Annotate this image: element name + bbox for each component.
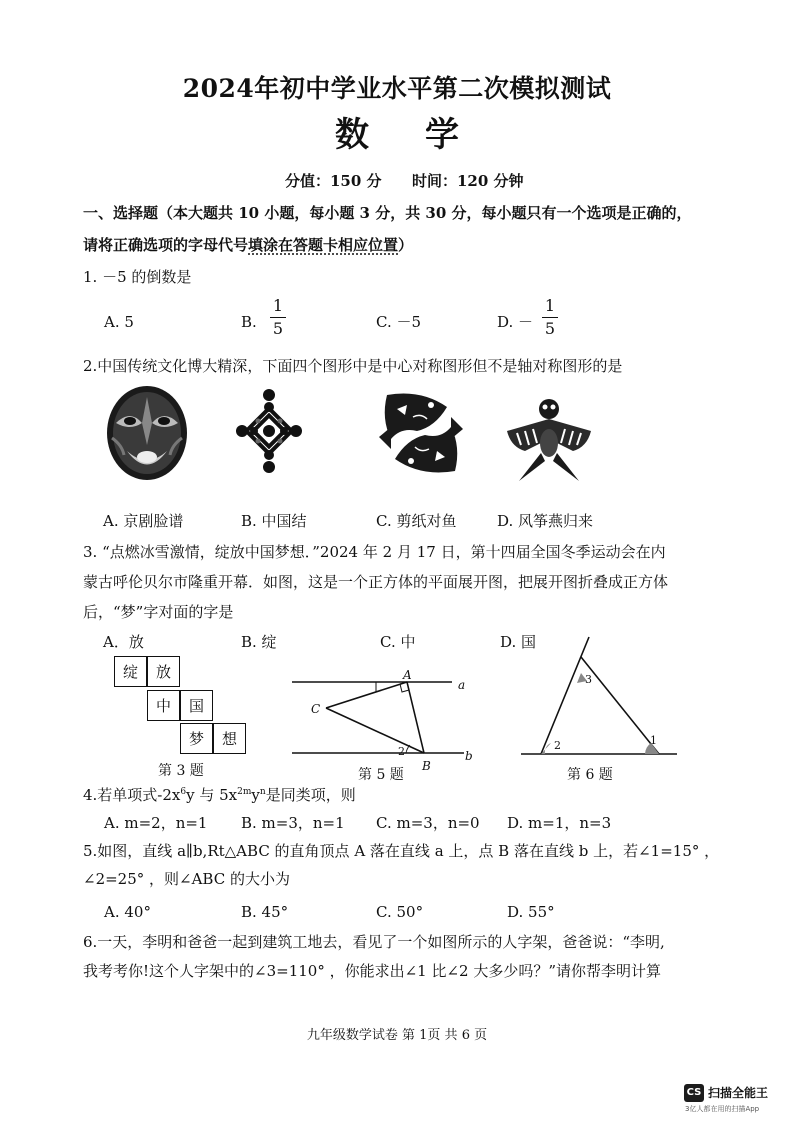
fig5-label-line-b: b	[465, 749, 473, 763]
cube-face-zhong: 中	[147, 690, 180, 721]
q5-option-c: C. 50°	[376, 903, 424, 921]
q1-d-denominator: 5	[544, 319, 556, 338]
q4-exponent-2: 2m	[237, 787, 252, 797]
q2-option-d: D. 风筝燕归来	[497, 512, 594, 530]
q3-option-a: A．放	[103, 633, 144, 651]
fig5-label-angle-2: 2	[398, 745, 405, 758]
peking-opera-mask-image	[102, 383, 192, 483]
q4-stem-part-b: y 与 5x	[186, 786, 238, 804]
q5-line2: ∠2=25° ，则∠ABC 的大小为	[83, 870, 290, 888]
camscanner-name: 扫描全能王	[708, 1086, 769, 1100]
cube-face-fang: 放	[147, 656, 180, 687]
q3-option-c: C. 中	[380, 633, 416, 651]
q1-option-d-fraction	[542, 298, 558, 337]
figure-5-caption: 第 5 题	[358, 767, 404, 783]
figure-6-diagram	[515, 635, 685, 760]
q4-exponent-1: 6	[180, 787, 187, 797]
section1-line2-emphasis: 填涂在答题卡相应位置	[248, 236, 399, 254]
cube-face-guo: 国	[180, 690, 213, 721]
section1-instruction-line2	[83, 236, 413, 254]
figure-6-caption: 第 6 题	[567, 767, 613, 783]
q4-option-a: A. m=2，n=1	[104, 814, 208, 832]
q1-option-b-fraction	[270, 298, 286, 337]
fig5-label-b-vertex: B	[422, 759, 431, 773]
camscanner-tagline: 3亿人都在用的扫描App	[685, 1105, 760, 1113]
q5-option-a: A. 40°	[104, 903, 151, 921]
q6-line1: 6.一天，李明和爸爸一起到建筑工地去，看见了一个如图所示的人字架，爸爸说：“李明,	[83, 933, 665, 951]
q1-option-b-label: B.	[241, 313, 257, 331]
score-info: 分值：150 分	[285, 172, 382, 190]
fig6-label-angle-1: 1	[650, 734, 657, 747]
fig6-label-angle-2: 2	[554, 739, 561, 752]
q4-option-c: C. m=3，n=0	[376, 814, 480, 832]
q4-stem-part-a: 4.若单项式-2x	[83, 786, 181, 804]
q1-stem: 1. －5 的倒数是	[83, 268, 192, 286]
page-footer: 九年级数学试卷 第 1页 共 6 页	[306, 1028, 488, 1043]
subject-char-1: 数	[335, 115, 369, 155]
q1-d-fraction-bar	[542, 317, 558, 318]
fig5-label-a-vertex: A	[403, 668, 412, 682]
cube-face-zhan: 绽	[114, 656, 147, 687]
q1-option-d-label: D. －	[497, 313, 534, 331]
section1-instruction-line1: 一、选择题（本大题共 10 小题，每小题 3 分，共 30 分，每小题只有一个选项是正确的，	[83, 204, 692, 222]
paper-cut-fish-image	[377, 387, 465, 479]
fig5-label-c-vertex: C	[311, 702, 321, 716]
q3-line3: 后，“梦”字对面的字是	[83, 603, 234, 621]
q1-b-numerator: 1	[272, 296, 284, 315]
q1-option-a: A. 5	[104, 313, 134, 331]
q1-d-numerator: 1	[544, 296, 556, 315]
q2-option-c: C. 剪纸对鱼	[376, 512, 457, 530]
q1-b-fraction-bar	[270, 317, 286, 318]
q4-stem-part-d: 是同类项，则	[265, 786, 356, 804]
q5-line1: 5.如图，直线 a∥b,Rt△ABC 的直角顶点 A 落在直线 a 上，点 B 落在直线 b 上，若∠1=15° ，	[83, 842, 720, 860]
q2-option-b: B. 中国结	[241, 512, 307, 530]
chinese-knot-image	[236, 385, 302, 481]
cube-face-meng: 梦	[180, 723, 213, 754]
cube-face-xiang: 想	[213, 723, 246, 754]
time-info: 时间：120 分钟	[412, 172, 524, 190]
q5-option-d: D. 55°	[507, 903, 555, 921]
q3-line2: 蒙古呼伦贝尔市隆重开幕．如图，这是一个正方体的平面展开图，把展开图折叠成正方体	[83, 573, 669, 591]
q4-option-d: D. m=1，n=3	[507, 814, 612, 832]
section1-line2-part-a: 请将正确选项的字母代号	[83, 236, 249, 254]
swallow-kite-image	[505, 395, 593, 487]
section1-line2-part-c: ）	[398, 236, 414, 254]
q4-stem	[83, 783, 356, 804]
q6-line2: 我考考你!这个人字架中的∠3=110° ，你能求出∠1 比∠2 大多少吗？”请你帮李明计算	[83, 962, 662, 980]
q3-line1: 3. “点燃冰雪激情，绽放中国梦想．”2024 年 2 月 17 日，第十四届全国冬季运动会在内	[83, 543, 666, 561]
fig5-label-line-a: a	[458, 678, 466, 692]
q4-option-b: B. m=3，n=1	[241, 814, 345, 832]
q1-option-c: C. －5	[376, 313, 422, 331]
exam-title: 2024年初中学业水平第二次模拟测试	[182, 74, 612, 103]
figure-3-caption: 第 3 题	[158, 763, 204, 779]
q2-stem: 2.中国传统文化博大精深，下面四个图形中是中心对称图形但不是轴对称图形的是	[83, 357, 623, 375]
q3-option-d: D. 国	[500, 633, 537, 651]
camscanner-logo-icon: CS	[684, 1084, 704, 1102]
q1-b-denominator: 5	[272, 319, 284, 338]
subject-char-2: 学	[425, 115, 459, 155]
q4-stem-part-c: y	[251, 786, 260, 804]
q4-exponent-3: n	[259, 787, 266, 797]
fig6-label-angle-3: 3	[585, 673, 592, 686]
q2-option-a: A. 京剧脸谱	[103, 512, 184, 530]
q3-option-b: B. 绽	[241, 633, 277, 651]
q5-option-b: B. 45°	[241, 903, 289, 921]
subject-title	[0, 115, 794, 155]
